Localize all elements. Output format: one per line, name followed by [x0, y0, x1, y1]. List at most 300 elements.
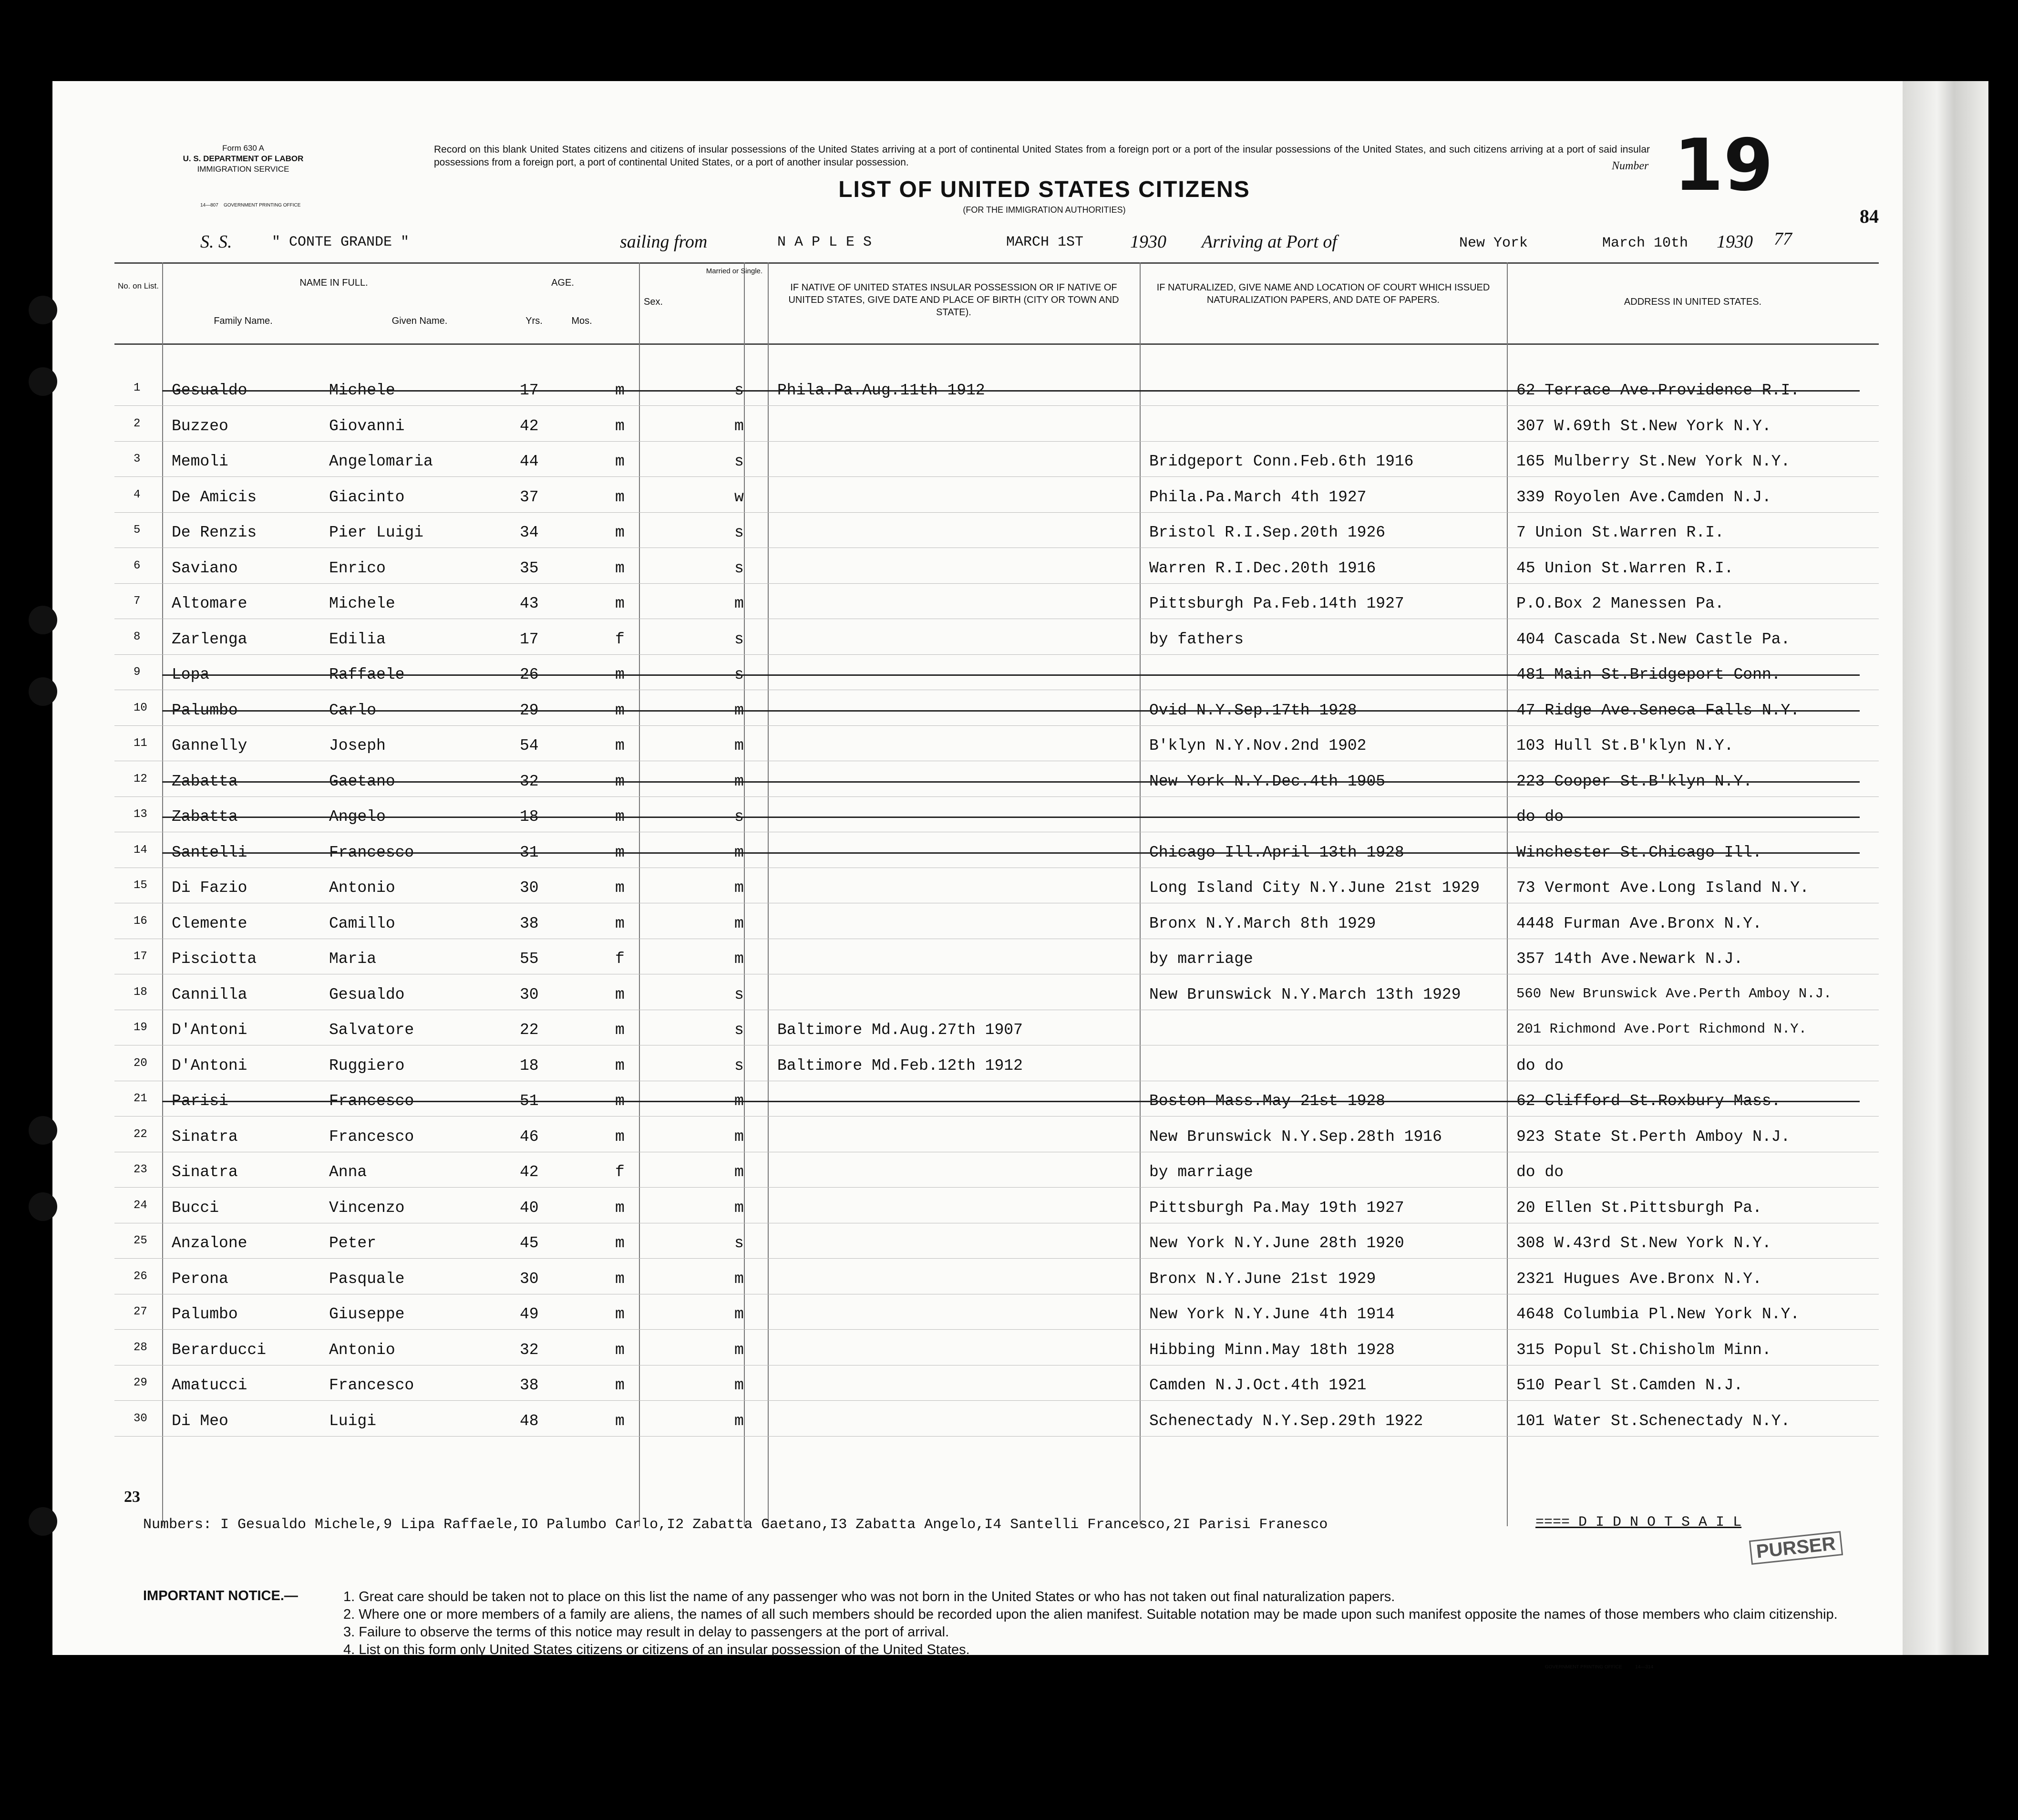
row-rule	[114, 1116, 1879, 1117]
cell-given-name: Peter	[329, 1234, 377, 1252]
arriving-label: Arriving at Port of	[1202, 232, 1337, 252]
cell-address: 308 W.43rd St.New York N.Y.	[1516, 1234, 1771, 1252]
binder-hole	[29, 1507, 57, 1536]
cell-marital-status: s	[734, 985, 744, 1003]
cell-age: 42	[520, 1163, 539, 1181]
cell-row-number: 29	[134, 1376, 147, 1389]
cell-given-name: Michele	[329, 382, 395, 399]
cell-sex: m	[615, 1376, 625, 1394]
table-row	[114, 1189, 1879, 1225]
cell-age: 22	[520, 1021, 539, 1039]
cell-age: 49	[520, 1305, 539, 1323]
header-bottom-rule	[114, 343, 1879, 345]
cell-given-name: Francesco	[329, 843, 414, 861]
cell-naturalization: by fathers	[1149, 630, 1244, 648]
col-header-married: Married or Single.	[706, 267, 763, 275]
cell-age: 29	[520, 701, 539, 719]
table-row	[114, 1154, 1879, 1189]
cell-given-name: Francesco	[329, 1376, 414, 1394]
cell-family-name: Saviano	[172, 559, 238, 577]
col-header-age: AGE.	[551, 278, 574, 288]
cell-marital-status: m	[734, 1305, 744, 1323]
cell-age: 26	[520, 666, 539, 683]
table-row	[114, 834, 1879, 869]
table-row	[114, 1118, 1879, 1154]
col-header-family: Family Name.	[214, 316, 273, 326]
cell-given-name: Camillo	[329, 914, 395, 932]
col-header-given: Given Name.	[391, 316, 448, 326]
cell-family-name: Gesualdo	[172, 382, 247, 399]
cell-family-name: Amatucci	[172, 1376, 247, 1394]
notice-item: 2. Where one or more members of a family are aliens, the names of all such members should be recorded upon the alien manifest. Suitable notation may be made upon such manifest opposite the names of those members who claim citizenship.	[343, 1607, 1838, 1622]
cell-row-number: 27	[134, 1305, 147, 1318]
cell-given-name: Michele	[329, 595, 395, 612]
binder-hole	[29, 367, 57, 396]
row-rule	[114, 1187, 1879, 1188]
strike-through	[162, 781, 1860, 783]
cell-row-number: 22	[134, 1127, 147, 1141]
did-not-sail-note: Numbers: I Gesualdo Michele,9 Lipa Raffaele,IO Palumbo Carlo,I2 Zabatta Gaetano,I3 Zabatta Angelo,I4 Santelli Francesco,2I Parisi Franesco	[143, 1517, 1328, 1533]
cell-address: 7 Union St.Warren R.I.	[1516, 524, 1724, 541]
cell-age: 18	[520, 1056, 539, 1075]
cell-row-number: 14	[134, 843, 147, 857]
cell-birth-place: Phila.Pa.Aug.11th 1912	[777, 382, 985, 399]
table-row	[114, 443, 1879, 478]
cell-row-number: 2	[134, 417, 141, 430]
notice-item: 4. List on this form only United States citizens or citizens of an insular possession of the United States.	[343, 1642, 970, 1657]
strike-through	[162, 852, 1860, 854]
cell-address: 339 Royolen Ave.Camden N.J.	[1516, 488, 1771, 506]
cell-family-name: Memoli	[172, 453, 228, 470]
binder-hole	[29, 1116, 57, 1145]
cell-given-name: Pier Luigi	[329, 524, 424, 541]
cell-marital-status: s	[734, 808, 744, 826]
cell-naturalization: New York N.Y.Dec.4th 1905	[1149, 772, 1386, 790]
cell-row-number: 26	[134, 1270, 147, 1283]
passenger-count: 23	[124, 1488, 140, 1506]
cell-marital-status: m	[734, 914, 744, 932]
cell-given-name: Gesualdo	[329, 985, 405, 1003]
row-rule	[114, 654, 1879, 655]
cell-given-name: Giuseppe	[329, 1305, 405, 1323]
row-rule	[114, 1436, 1879, 1437]
cell-address: 307 W.69th St.New York N.Y.	[1516, 417, 1771, 435]
col-header-sex: Sex.	[643, 297, 663, 307]
table-row	[114, 372, 1879, 407]
cell-row-number: 1	[134, 382, 141, 394]
cell-sex: m	[615, 808, 625, 826]
cell-naturalization: Bristol R.I.Sep.20th 1926	[1149, 524, 1386, 541]
cell-marital-status: s	[734, 1234, 744, 1252]
cell-given-name: Pasquale	[329, 1270, 405, 1288]
cell-marital-status: m	[734, 1341, 744, 1359]
cell-marital-status: m	[734, 1199, 744, 1217]
cell-family-name: Perona	[172, 1270, 228, 1288]
table-row	[114, 869, 1879, 905]
cell-sex: m	[615, 1270, 625, 1288]
cell-address: 47 Ridge Ave.Seneca Falls N.Y.	[1516, 701, 1800, 719]
date-to: March 10th	[1602, 235, 1689, 251]
cell-age: 32	[520, 1341, 539, 1359]
cell-marital-status: m	[734, 595, 744, 612]
cell-family-name: Palumbo	[172, 701, 238, 719]
cell-sex: m	[615, 1021, 625, 1039]
row-rule	[114, 1400, 1879, 1401]
cell-given-name: Luigi	[329, 1412, 377, 1430]
cell-address: 62 Terrace Ave.Providence R.I.	[1516, 382, 1800, 399]
cell-family-name: Di Fazio	[172, 879, 247, 897]
cell-address: 404 Cascada St.New Castle Pa.	[1516, 630, 1791, 648]
form-subtitle: (FOR THE IMMIGRATION AUTHORITIES)	[963, 205, 1126, 215]
cell-marital-status: m	[734, 1376, 744, 1394]
cell-address: do do	[1516, 808, 1564, 826]
col-header-name: NAME IN FULL.	[299, 278, 368, 288]
cell-sex: m	[615, 843, 625, 861]
cell-row-number: 16	[134, 914, 147, 928]
cell-row-number: 19	[134, 1021, 147, 1034]
form-id: Form 630 A	[222, 144, 264, 153]
table-row	[114, 976, 1879, 1012]
cell-family-name: Parisi	[172, 1092, 228, 1110]
cell-family-name: Pisciotta	[172, 950, 257, 968]
cell-naturalization: Pittsburgh Pa.May 19th 1927	[1149, 1199, 1404, 1217]
cell-naturalization: Warren R.I.Dec.20th 1916	[1149, 559, 1376, 577]
strike-through	[162, 817, 1860, 818]
cell-naturalization: New York N.Y.June 4th 1914	[1149, 1305, 1395, 1323]
cell-sex: m	[615, 524, 625, 541]
cell-marital-status: w	[734, 488, 744, 506]
cell-row-number: 23	[134, 1163, 147, 1176]
date-from: MARCH 1ST	[1006, 234, 1084, 250]
cell-row-number: 21	[134, 1092, 147, 1105]
year-from: 1930	[1130, 232, 1166, 252]
cell-sex: m	[615, 1234, 625, 1252]
cell-age: 55	[520, 950, 539, 968]
cell-address: 4448 Furman Ave.Bronx N.Y.	[1516, 914, 1762, 932]
cell-sex: f	[615, 950, 625, 968]
table-row	[114, 656, 1879, 692]
cell-given-name: Angelomaria	[329, 453, 433, 470]
notice-list	[343, 1588, 1845, 1659]
cell-given-name: Angelo	[329, 808, 386, 826]
cell-row-number: 9	[134, 666, 141, 679]
cell-naturalization: Bronx N.Y.March 8th 1929	[1149, 914, 1376, 932]
table-row	[114, 1296, 1879, 1331]
cell-age: 54	[520, 737, 539, 755]
cell-row-number: 28	[134, 1341, 147, 1354]
cell-marital-status: s	[734, 1056, 744, 1075]
table-row	[114, 1012, 1879, 1047]
cell-sex: m	[615, 879, 625, 897]
cell-family-name: Palumbo	[172, 1305, 238, 1323]
year-to: 1930	[1717, 232, 1753, 252]
printer-code: 14—807 GOVERNMENT PRINTING OFFICE	[200, 203, 301, 208]
table-row	[114, 1047, 1879, 1083]
cell-family-name: Bucci	[172, 1199, 219, 1217]
cell-age: 51	[520, 1092, 539, 1110]
cell-family-name: Santelli	[172, 843, 247, 861]
cell-naturalization: by marriage	[1149, 950, 1253, 968]
cell-family-name: Cannilla	[172, 985, 247, 1003]
cell-age: 38	[520, 1376, 539, 1394]
port-from: N A P L E S	[777, 234, 872, 250]
cell-age: 38	[520, 914, 539, 932]
table-row	[114, 408, 1879, 443]
cell-address: 560 New Brunswick Ave.Perth Amboy N.J.	[1516, 985, 1832, 1002]
table-row	[114, 692, 1879, 727]
cell-family-name: Zabatta	[172, 772, 238, 790]
cell-age: 40	[520, 1199, 539, 1217]
cell-address: 73 Vermont Ave.Long Island N.Y.	[1516, 879, 1809, 897]
cell-naturalization: Bridgeport Conn.Feb.6th 1916	[1149, 453, 1414, 470]
cell-row-number: 30	[134, 1412, 147, 1425]
cell-row-number: 24	[134, 1199, 147, 1212]
cell-row-number: 3	[134, 453, 141, 465]
cell-sex: m	[615, 737, 625, 755]
cell-address: do do	[1516, 1056, 1564, 1075]
col-header-birth: IF NATIVE OF UNITED STATES INSULAR POSSESSION OR IF NATIVE OF UNITED STATES, GIVE DATE AND PLACE OF BIRTH (CITY OR TOWN AND STATE).	[788, 282, 1119, 318]
cell-age: 17	[520, 382, 539, 399]
cell-family-name: D'Antoni	[172, 1056, 247, 1075]
col-header-address: ADDRESS IN UNITED STATES.	[1624, 297, 1762, 307]
cell-sex: m	[615, 1412, 625, 1430]
table-row	[114, 621, 1879, 656]
cell-row-number: 15	[134, 879, 147, 892]
cell-age: 48	[520, 1412, 539, 1430]
list-number: 19	[1674, 124, 1773, 207]
table-row	[114, 1367, 1879, 1402]
cell-sex: f	[615, 1163, 625, 1181]
cell-family-name: Zabatta	[172, 808, 238, 826]
cell-naturalization: New Brunswick N.Y.Sep.28th 1916	[1149, 1127, 1442, 1146]
cell-given-name: Maria	[329, 950, 377, 968]
cell-naturalization: New Brunswick N.Y.March 13th 1929	[1149, 985, 1461, 1003]
table-row	[114, 1261, 1879, 1296]
cell-row-number: 12	[134, 772, 147, 786]
cell-sex: m	[615, 1056, 625, 1075]
cell-row-number: 6	[134, 559, 141, 572]
cell-sex: m	[615, 772, 625, 790]
cell-address: 62 Clifford St.Roxbury Mass.	[1516, 1092, 1781, 1110]
notice-item: 1. Great care should be taken not to place on this list the name of any passenger who was not born in the United States or who has not taken out final naturalization papers.	[343, 1589, 1395, 1604]
cell-naturalization: Bronx N.Y.June 21st 1929	[1149, 1270, 1376, 1288]
cell-age: 46	[520, 1127, 539, 1146]
cell-sex: m	[615, 666, 625, 683]
cell-marital-status: s	[734, 630, 744, 648]
cell-given-name: Antonio	[329, 1341, 395, 1359]
cell-family-name: Zarlenga	[172, 630, 247, 648]
binder-hole	[29, 1192, 57, 1221]
cell-age: 37	[520, 488, 539, 506]
cell-naturalization: Pittsburgh Pa.Feb.14th 1927	[1149, 595, 1404, 612]
cell-marital-status: m	[734, 1163, 744, 1181]
cell-given-name: Francesco	[329, 1092, 414, 1110]
cell-marital-status: m	[734, 772, 744, 790]
table-row	[114, 1332, 1879, 1367]
strike-through	[162, 390, 1860, 392]
cell-given-name: Ruggiero	[329, 1056, 405, 1075]
department: U. S. DEPARTMENT OF LABOR	[183, 154, 304, 163]
cell-age: 17	[520, 630, 539, 648]
cell-sex: m	[615, 1199, 625, 1217]
purser-stamp: PURSER	[1749, 1531, 1843, 1565]
cell-address: 165 Mulberry St.New York N.Y.	[1516, 453, 1791, 470]
cell-given-name: Carlo	[329, 701, 377, 719]
cell-naturalization: B'klyn N.Y.Nov.2nd 1902	[1149, 737, 1367, 755]
cell-age: 42	[520, 417, 539, 435]
cell-sex: m	[615, 595, 625, 612]
cell-address: 481 Main St.Bridgeport Conn.	[1516, 666, 1781, 683]
cell-sex: m	[615, 417, 625, 435]
cell-age: 44	[520, 453, 539, 470]
cell-marital-status: m	[734, 1092, 744, 1110]
table-row	[114, 585, 1879, 620]
cell-row-number: 4	[134, 488, 141, 501]
cell-family-name: D'Antoni	[172, 1021, 247, 1039]
cell-marital-status: m	[734, 701, 744, 719]
cell-given-name: Enrico	[329, 559, 386, 577]
cell-row-number: 11	[134, 737, 147, 750]
cell-marital-status: m	[734, 1412, 744, 1430]
cell-marital-status: m	[734, 417, 744, 435]
cell-address: 2321 Hugues Ave.Bronx N.Y.	[1516, 1270, 1762, 1288]
cell-address: 20 Ellen St.Pittsburgh Pa.	[1516, 1199, 1762, 1217]
cell-marital-status: m	[734, 1127, 744, 1146]
cell-address: 223 Cooper St.B'klyn N.Y.	[1516, 772, 1753, 790]
cell-sex: m	[615, 1341, 625, 1359]
cell-sex: m	[615, 382, 625, 399]
form-title: LIST OF UNITED STATES CITIZENS	[838, 177, 1250, 202]
cell-row-number: 18	[134, 985, 147, 999]
table-row	[114, 1083, 1879, 1118]
row-rule	[114, 725, 1879, 726]
cell-address: 4648 Columbia Pl.New York N.Y.	[1516, 1305, 1800, 1323]
table-row	[114, 905, 1879, 941]
citizens-list-form	[114, 105, 1879, 1670]
cell-marital-status: s	[734, 559, 744, 577]
cell-marital-status: s	[734, 666, 744, 683]
cell-naturalization: Schenectady N.Y.Sep.29th 1922	[1149, 1412, 1423, 1430]
cell-family-name: Lopa	[172, 666, 210, 683]
table-row	[114, 727, 1879, 763]
port-to: New York	[1459, 235, 1528, 251]
cell-marital-status: m	[734, 843, 744, 861]
number-label: Number	[1612, 160, 1649, 172]
cell-age: 30	[520, 985, 539, 1003]
cell-sex: m	[615, 1305, 625, 1323]
cell-family-name: De Amicis	[172, 488, 257, 506]
cell-family-name: Di Meo	[172, 1412, 228, 1430]
footer-printer: GOVERNMENT PRINTING OFFICE 14—314	[1545, 1665, 1654, 1670]
cell-birth-place: Baltimore Md.Feb.12th 1912	[777, 1056, 1023, 1075]
form-department-block	[153, 143, 334, 175]
table-row	[114, 763, 1879, 798]
table-row	[114, 941, 1879, 976]
cell-row-number: 20	[134, 1056, 147, 1070]
cell-family-name: Sinatra	[172, 1163, 238, 1181]
row-rule	[114, 796, 1879, 797]
did-not-sail: ==== D I D N O T S A I L	[1535, 1514, 1742, 1530]
cell-marital-status: s	[734, 1021, 744, 1039]
cell-age: 30	[520, 879, 539, 897]
cell-row-number: 7	[134, 595, 141, 608]
row-rule	[114, 405, 1879, 406]
cell-address: Winchester St.Chicago Ill.	[1516, 843, 1762, 861]
table-row	[114, 550, 1879, 585]
cell-marital-status: m	[734, 737, 744, 755]
strike-through	[162, 1101, 1860, 1102]
cell-family-name: Buzzeo	[172, 417, 228, 435]
cell-address: 510 Pearl St.Camden N.J.	[1516, 1376, 1743, 1394]
strike-through	[162, 674, 1860, 676]
cell-row-number: 17	[134, 950, 147, 963]
sailing-label: sailing from	[620, 232, 708, 252]
cell-row-number: 13	[134, 808, 147, 821]
cell-address: do do	[1516, 1163, 1564, 1181]
cell-marital-status: s	[734, 382, 744, 399]
row-rule	[114, 476, 1879, 477]
cell-sex: m	[615, 453, 625, 470]
cell-naturalization: Ovid N.Y.Sep.17th 1928	[1149, 701, 1357, 719]
cell-naturalization: New York N.Y.June 28th 1920	[1149, 1234, 1404, 1252]
cell-sex: f	[615, 630, 625, 648]
cell-sex: m	[615, 985, 625, 1003]
binder-hole	[29, 296, 57, 324]
cell-sex: m	[615, 559, 625, 577]
cell-age: 43	[520, 595, 539, 612]
cell-family-name: Sinatra	[172, 1127, 238, 1146]
cell-marital-status: m	[734, 950, 744, 968]
strike-through	[162, 710, 1860, 712]
cell-address: 357 14th Ave.Newark N.J.	[1516, 950, 1743, 968]
cell-given-name: Antonio	[329, 879, 395, 897]
cell-sex: m	[615, 1092, 625, 1110]
cell-marital-status: s	[734, 524, 744, 541]
table-row	[114, 798, 1879, 834]
cell-address: 101 Water St.Schenectady N.Y.	[1516, 1412, 1791, 1430]
table-row	[114, 479, 1879, 514]
cell-given-name: Raffaele	[329, 666, 405, 683]
cell-sex: m	[615, 488, 625, 506]
binder-hole	[29, 677, 57, 706]
cell-row-number: 25	[134, 1234, 147, 1247]
table-row	[114, 1225, 1879, 1260]
row-rule	[114, 512, 1879, 513]
cell-family-name: De Renzis	[172, 524, 257, 541]
row-rule	[114, 583, 1879, 584]
cell-row-number: 10	[134, 701, 147, 714]
cell-given-name: Salvatore	[329, 1021, 414, 1039]
cell-naturalization: Boston Mass.May 21st 1928	[1149, 1092, 1386, 1110]
table-row	[114, 514, 1879, 549]
row-rule	[114, 441, 1879, 442]
cell-given-name: Edilia	[329, 630, 386, 648]
cell-given-name: Anna	[329, 1163, 367, 1181]
cell-given-name: Giacinto	[329, 488, 405, 506]
ss-label: S. S.	[200, 232, 232, 252]
cell-naturalization: Hibbing Minn.May 18th 1928	[1149, 1341, 1395, 1359]
cell-address: 201 Richmond Ave.Port Richmond N.Y.	[1516, 1021, 1807, 1037]
cell-marital-status: s	[734, 453, 744, 470]
cell-age: 30	[520, 1270, 539, 1288]
cell-age: 34	[520, 524, 539, 541]
cell-given-name: Vincenzo	[329, 1199, 405, 1217]
voyage-line	[114, 231, 1879, 255]
cell-sex: m	[615, 1127, 625, 1146]
col-header-yrs: Yrs.	[525, 316, 543, 326]
cell-age: 31	[520, 843, 539, 861]
binder-hole	[29, 606, 57, 634]
